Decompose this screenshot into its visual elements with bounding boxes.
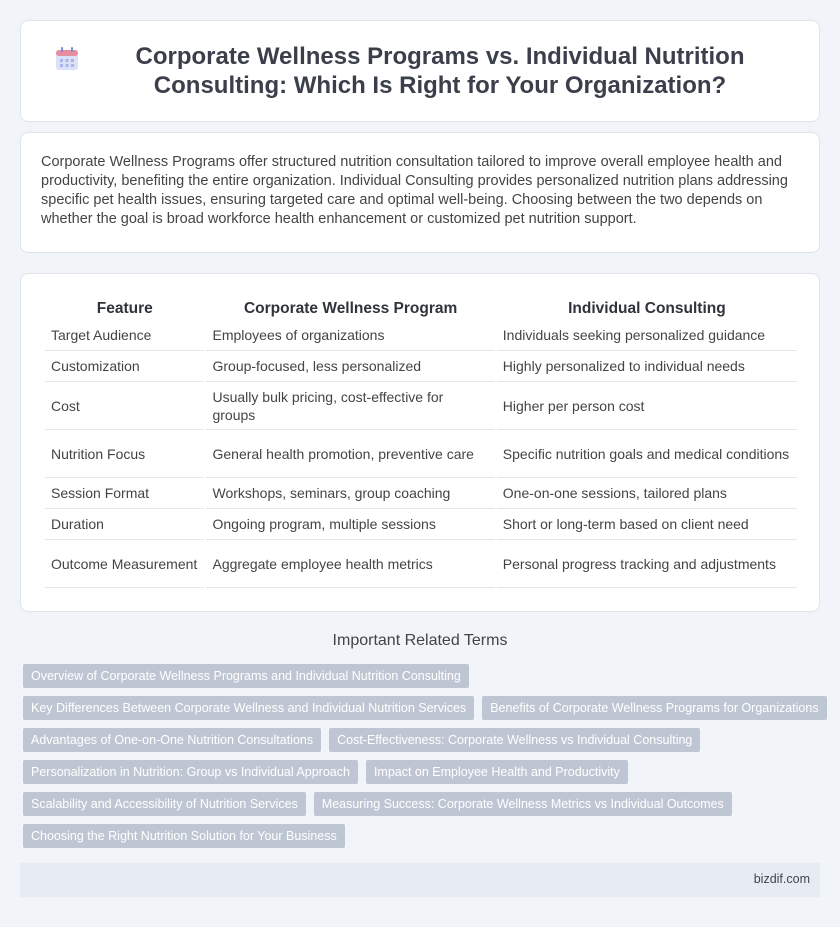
related-tag[interactable]: Overview of Corporate Wellness Programs and Individual Nutrition Consulting xyxy=(23,664,469,688)
related-tag[interactable]: Key Differences Between Corporate Wellness and Individual Nutrition Services xyxy=(23,696,474,720)
tag-row xyxy=(23,824,813,848)
table-cell: Individuals seeking personalized guidance xyxy=(497,320,797,351)
table-row xyxy=(45,478,797,509)
table-row xyxy=(45,509,797,540)
table-cell: One-on-one sessions, tailored plans xyxy=(497,478,797,509)
table-cell: Usually bulk pricing, cost-effective for groups xyxy=(206,382,494,430)
comparison-table-card xyxy=(20,273,820,612)
related-tag[interactable]: Advantages of One-on-One Nutrition Consultations xyxy=(23,728,321,752)
table-cell: Employees of organizations xyxy=(206,320,494,351)
table-cell: Session Format xyxy=(45,478,204,509)
tag-row xyxy=(23,760,813,784)
header-feature: Feature xyxy=(96,299,153,317)
page-title: Corporate Wellness Programs vs. Individual Nutrition Consulting: Which Is Right for Your Organization? xyxy=(135,43,745,99)
footer xyxy=(20,863,820,897)
tag-row xyxy=(23,696,819,720)
tag-row xyxy=(23,728,813,752)
table-row xyxy=(45,430,797,478)
table-row xyxy=(45,540,797,588)
related-tag[interactable]: Scalability and Accessibility of Nutrition Services xyxy=(23,792,306,816)
related-tag[interactable]: Choosing the Right Nutrition Solution for Your Business xyxy=(23,824,345,848)
table-cell: Cost xyxy=(45,382,204,430)
related-tag[interactable]: Measuring Success: Corporate Wellness Metrics vs Individual Outcomes xyxy=(314,792,732,816)
table-row xyxy=(45,320,797,351)
table-cell: Short or long-term based on client need xyxy=(497,509,797,540)
header-corporate: Corporate Wellness Program xyxy=(243,299,458,317)
table-cell: Personal progress tracking and adjustments xyxy=(497,540,797,588)
table-cell: Group-focused, less personalized xyxy=(206,351,494,382)
table-header-row xyxy=(45,294,797,320)
related-tag[interactable]: Personalization in Nutrition: Group vs Individual Approach xyxy=(23,760,358,784)
table-cell: Specific nutrition goals and medical conditions xyxy=(497,430,797,478)
table-cell: Highly personalized to individual needs xyxy=(497,351,797,382)
tag-row xyxy=(23,792,813,816)
table-cell: Outcome Measurement xyxy=(45,540,204,588)
table-cell: Nutrition Focus xyxy=(45,430,204,478)
tag-row xyxy=(23,664,813,688)
related-tag[interactable]: Benefits of Corporate Wellness Programs for Organizations xyxy=(482,696,826,720)
table-cell: Higher per person cost xyxy=(497,382,797,430)
table-row xyxy=(45,382,797,430)
footer-site-link[interactable]: bizdif.com xyxy=(753,872,810,886)
comparison-table xyxy=(43,294,799,588)
summary-card xyxy=(20,132,820,253)
header-individual: Individual Consulting xyxy=(568,299,726,317)
calendar-icon xyxy=(55,47,79,71)
related-tag[interactable]: Cost-Effectiveness: Corporate Wellness vs Individual Consulting xyxy=(329,728,700,752)
table-cell: Duration xyxy=(45,509,204,540)
title-card xyxy=(20,20,820,122)
related-tag[interactable]: Impact on Employee Health and Productivity xyxy=(366,760,628,784)
related-terms-title: Important Related Terms xyxy=(332,632,508,649)
table-cell: Ongoing program, multiple sessions xyxy=(206,509,494,540)
summary-text: Corporate Wellness Programs offer structured nutrition consultation tailored to improve overall employee health and productivity, benefiting the entire organization. Individual Consulting provides personalized nutrition plans addressing specific pet health issues, ensuring targeted care and optimal well-being. Choosing between the two depends on whether the goal is broad workforce health enhancement or customized pet nutrition support. xyxy=(41,154,788,227)
table-cell: Target Audience xyxy=(45,320,204,351)
table-cell: General health promotion, preventive care xyxy=(206,430,494,478)
table-row xyxy=(45,351,797,382)
table-cell: Customization xyxy=(45,351,204,382)
table-cell: Workshops, seminars, group coaching xyxy=(206,478,494,509)
table-cell: Aggregate employee health metrics xyxy=(206,540,494,588)
